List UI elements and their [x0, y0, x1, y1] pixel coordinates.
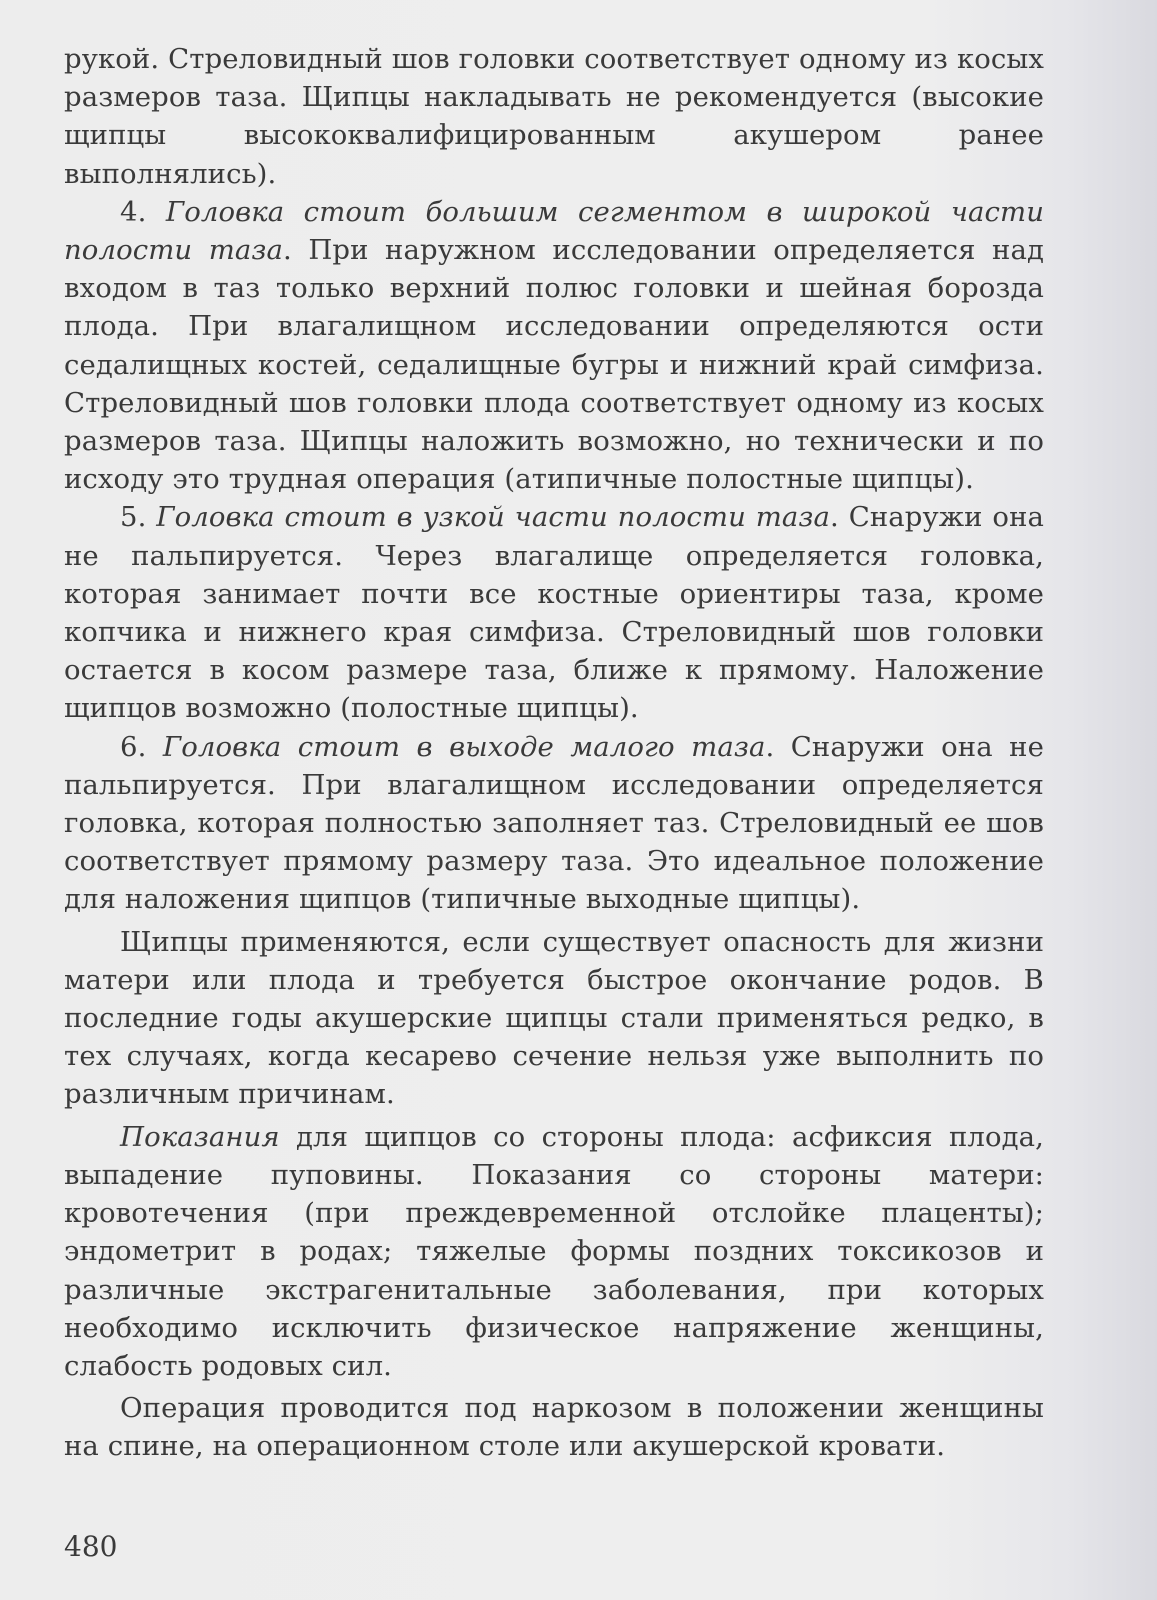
paragraph-continuation — [64, 40, 1044, 193]
paragraph-item-6 — [64, 728, 1044, 919]
item-heading-italic: Головка стоит в выходе малого таза — [162, 730, 766, 763]
paragraph-text: . Снаружи она не пальпируется. При влагалищном исследовании определяется головка, которая полностью заполняет таз. Стреловидный ее шов соответствует прямому размеру таза. Это идеальное положение для наложения щипцов (типичные выходные щипцы). — [64, 730, 1044, 916]
paragraph-text: рукой. Стреловидный шов головки соответствует одному из косых размеров таза. Щипцы накладывать не рекомендуется (высокие щипцы высококвалифицированным акушером ранее выполнялись). — [64, 43, 1044, 190]
indications-term-italic: Показания — [120, 1120, 280, 1153]
paragraph-text: для щипцов со стороны плода: асфиксия плода, выпадение пуповины. Показания со стороны матери: кровотечения (при преждевременной отслойке плаценты); эндометрит в родах; тяжелые формы поздних токсикозов и различные экстрагенитальные заболевания, при которых необходимо исключить физическое напряжение женщины, слабость родовых сил. — [64, 1120, 1044, 1382]
item-heading-italic: Головка стоит большим сегментом в широкой части полости таза — [64, 195, 1045, 267]
paragraph-forceps-usage — [64, 923, 1044, 1114]
paragraph-indications — [64, 1118, 1044, 1385]
item-number: 4. — [120, 195, 166, 228]
page-number: 480 — [64, 1530, 118, 1563]
item-heading-italic: Головка стоит в узкой части полости таза — [156, 501, 831, 534]
paragraph-operation — [64, 1389, 1044, 1465]
paragraph-text: . При наружном исследовании определяется над входом в таз только верхний полюс головки и шейная борозда плода. При влагалищном исследовании определяются ости седалищных костей, седалищные бугры и нижний край симфиза. Стреловидный шов головки плода соответствует одному из косых размеров таза. Щипцы наложить возможно, но технически и по исходу это трудная операция (атипичные полостные щипцы). — [64, 234, 1044, 496]
body-text — [64, 40, 1044, 1466]
paragraph-text: Щипцы применяются, если существует опасность для жизни матери или плода и требуется быстрое окончание родов. В последние годы акушерские щипцы стали применяться редко, в тех случаях, когда кесарево сечение нельзя уже выполнить по различным причинам. — [64, 925, 1044, 1111]
paragraph-text: Операция проводится под наркозом в положении женщины на спине, на операционном столе или акушерской кровати. — [64, 1392, 1044, 1463]
item-number: 6. — [120, 730, 163, 763]
paragraph-item-4 — [64, 193, 1044, 499]
paragraph-text: . Снаружи она не пальпируется. Через влагалище определяется головка, которая занимает почти все костные ориентиры таза, кроме копчика и нижнего края симфиза. Стреловидный шов головки остается в косом размере таза, ближе к прямому. Наложение щипцов возможно (полостные щипцы). — [64, 501, 1045, 725]
item-number: 5. — [120, 501, 157, 534]
paragraph-item-5 — [64, 498, 1044, 727]
